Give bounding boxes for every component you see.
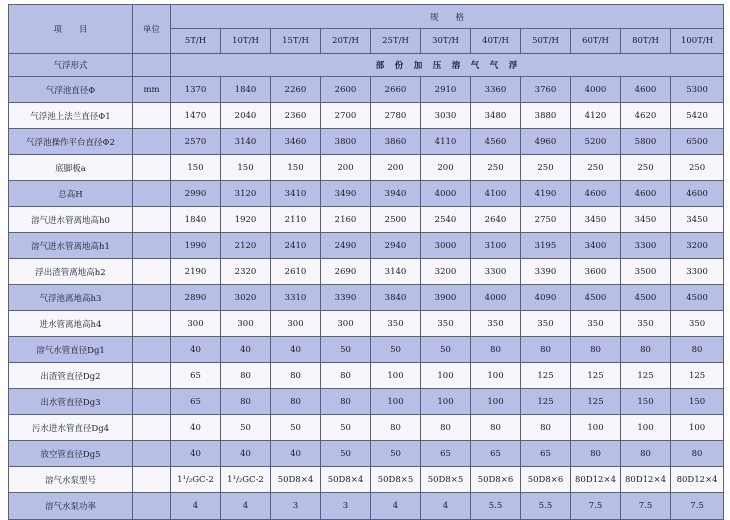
value-cell: 3450: [571, 207, 621, 233]
value-cell: 4600: [571, 181, 621, 207]
flotation-form-value: 部 份 加 压 溶 气 气 浮: [171, 54, 724, 77]
value-cell: 80: [671, 337, 724, 363]
item-header: 项 目: [9, 5, 133, 54]
value-cell: 65: [521, 441, 571, 467]
value-cell: 50: [221, 415, 271, 441]
value-cell: 350: [621, 311, 671, 337]
value-cell: 40: [271, 441, 321, 467]
value-cell: 5420: [671, 103, 724, 129]
value-cell: 125: [571, 363, 621, 389]
row-label: 底脚板a: [9, 155, 133, 181]
row-unit: [133, 363, 171, 389]
row-unit: [133, 259, 171, 285]
value-cell: 65: [171, 363, 221, 389]
value-cell: 3400: [571, 233, 621, 259]
value-cell: 3860: [371, 129, 421, 155]
value-cell: 65: [471, 441, 521, 467]
value-cell: 3020: [221, 285, 271, 311]
value-cell: 3500: [621, 259, 671, 285]
value-cell: 2190: [171, 259, 221, 285]
value-cell: 2660: [371, 77, 421, 103]
row-unit: [133, 155, 171, 181]
value-cell: 4600: [621, 181, 671, 207]
value-cell: 4: [171, 493, 221, 520]
value-cell: 2160: [321, 207, 371, 233]
value-cell: 300: [271, 311, 321, 337]
pump-power-row: [9, 493, 724, 520]
row-label: 溶气进水管离地高h1: [9, 233, 133, 259]
value-cell: 250: [471, 155, 521, 181]
value-cell: 80: [671, 441, 724, 467]
value-cell: 2890: [171, 285, 221, 311]
value-cell: 300: [221, 311, 271, 337]
table-row: [9, 441, 724, 467]
row-label: 气浮池直径Φ: [9, 77, 133, 103]
value-cell: 300: [171, 311, 221, 337]
value-cell: 3460: [271, 129, 321, 155]
value-cell: 80: [271, 389, 321, 415]
value-cell: 3300: [671, 259, 724, 285]
value-cell: 65: [171, 389, 221, 415]
value-cell: 3450: [621, 207, 671, 233]
value-cell: 6500: [671, 129, 724, 155]
value-cell: 3: [271, 493, 321, 520]
unit-header: 单位: [133, 5, 171, 54]
value-cell: 350: [571, 311, 621, 337]
capacity-header: 20T/H: [321, 29, 371, 54]
value-cell: 2500: [371, 207, 421, 233]
value-cell: 150: [171, 155, 221, 181]
value-cell: 5.5: [471, 493, 521, 520]
value-cell: 3450: [671, 207, 724, 233]
row-label: 放空管直径Dg5: [9, 441, 133, 467]
value-cell: 4000: [471, 285, 521, 311]
row-label: 气浮池操作平台直径Φ2: [9, 129, 133, 155]
value-cell: 80: [521, 337, 571, 363]
value-cell: 80: [221, 389, 271, 415]
value-cell: 125: [521, 363, 571, 389]
value-cell: 80: [471, 415, 521, 441]
value-cell: 80: [571, 337, 621, 363]
value-cell: 2320: [221, 259, 271, 285]
value-cell: 50D8×4: [321, 467, 371, 493]
value-cell: 125: [571, 389, 621, 415]
value-cell: 80D12×4: [671, 467, 724, 493]
value-cell: 3195: [521, 233, 571, 259]
value-cell: 350: [671, 311, 724, 337]
capacity-header: 40T/H: [471, 29, 521, 54]
table-row: [9, 181, 724, 207]
row-unit: [133, 389, 171, 415]
value-cell: 3480: [471, 103, 521, 129]
value-cell: 1920: [221, 207, 271, 233]
value-cell: 7.5: [621, 493, 671, 520]
value-cell: 40: [171, 441, 221, 467]
value-cell: 50: [271, 415, 321, 441]
capacity-header: 30T/H: [421, 29, 471, 54]
table-row: [9, 77, 724, 103]
value-cell: 80: [321, 363, 371, 389]
value-cell: 3490: [321, 181, 371, 207]
capacity-header: 25T/H: [371, 29, 421, 54]
value-cell: 300: [321, 311, 371, 337]
value-cell: 1370: [171, 77, 221, 103]
value-cell: 2110: [271, 207, 321, 233]
value-cell: 3900: [421, 285, 471, 311]
value-cell: 4000: [571, 77, 621, 103]
value-cell: 50: [321, 441, 371, 467]
value-cell: 80: [521, 415, 571, 441]
value-cell: 80: [321, 389, 371, 415]
value-cell: 2700: [321, 103, 371, 129]
value-cell: 2260: [271, 77, 321, 103]
table-row: [9, 363, 724, 389]
value-cell: 50D8×5: [371, 467, 421, 493]
value-cell: 2490: [321, 233, 371, 259]
row-label: 进水管离地高h4: [9, 311, 133, 337]
value-cell: 50: [321, 337, 371, 363]
row-label: 溶气水泵型号: [9, 467, 133, 493]
row-unit: [133, 103, 171, 129]
value-cell: 80: [621, 337, 671, 363]
value-cell: 4: [221, 493, 271, 520]
row-label: 溶气水管直径Dg1: [9, 337, 133, 363]
value-cell: 4000: [421, 181, 471, 207]
value-cell: 40: [171, 415, 221, 441]
value-cell: 3390: [521, 259, 571, 285]
value-cell: 3: [321, 493, 371, 520]
value-cell: 100: [371, 389, 421, 415]
capacity-header: 100T/H: [671, 29, 724, 54]
value-cell: 4600: [621, 77, 671, 103]
row-label: 溶气进水管离地高h0: [9, 207, 133, 233]
value-cell: 1990: [171, 233, 221, 259]
value-cell: 100: [421, 363, 471, 389]
value-cell: 4090: [521, 285, 571, 311]
value-cell: 350: [421, 311, 471, 337]
value-cell: 4: [371, 493, 421, 520]
row-unit: [133, 285, 171, 311]
value-cell: 250: [521, 155, 571, 181]
row-unit: [133, 129, 171, 155]
value-cell: 4960: [521, 129, 571, 155]
row-label: 浮出渣管离地高h2: [9, 259, 133, 285]
capacity-header: 10T/H: [221, 29, 271, 54]
row-unit: [133, 233, 171, 259]
value-cell: 2540: [421, 207, 471, 233]
row-unit: [133, 207, 171, 233]
table-row: [9, 415, 724, 441]
value-cell: 2570: [171, 129, 221, 155]
value-cell: 125: [521, 389, 571, 415]
value-cell: 350: [471, 311, 521, 337]
value-cell: 7.5: [571, 493, 621, 520]
value-cell: 4500: [621, 285, 671, 311]
capacity-header: 5T/H: [171, 29, 221, 54]
capacity-header: 50T/H: [521, 29, 571, 54]
value-cell: 1840: [171, 207, 221, 233]
table-row: [9, 155, 724, 181]
value-cell: 50D8×6: [521, 467, 571, 493]
value-cell: 2410: [271, 233, 321, 259]
value-cell: 4110: [421, 129, 471, 155]
value-cell: 3600: [571, 259, 621, 285]
value-cell: 3390: [321, 285, 371, 311]
value-cell: 3120: [221, 181, 271, 207]
table-row: [9, 259, 724, 285]
header-row: [9, 5, 724, 29]
value-cell: 2360: [271, 103, 321, 129]
value-cell: 1¹/₂GC-2: [171, 467, 221, 493]
value-cell: 50D8×4: [271, 467, 321, 493]
value-cell: 2600: [321, 77, 371, 103]
value-cell: 4600: [671, 181, 724, 207]
value-cell: 3760: [521, 77, 571, 103]
value-cell: 40: [271, 337, 321, 363]
flotation-form-label: 气浮形式: [9, 54, 133, 77]
value-cell: 1470: [171, 103, 221, 129]
value-cell: 80D12×4: [571, 467, 621, 493]
capacity-header: 80T/H: [621, 29, 671, 54]
value-cell: 2040: [221, 103, 271, 129]
value-cell: 65: [421, 441, 471, 467]
value-cell: 50: [371, 337, 421, 363]
value-cell: 200: [321, 155, 371, 181]
value-cell: 3840: [371, 285, 421, 311]
value-cell: 50: [371, 441, 421, 467]
row-label: 出渣管直径Dg2: [9, 363, 133, 389]
value-cell: 3800: [321, 129, 371, 155]
value-cell: 2780: [371, 103, 421, 129]
value-cell: 100: [621, 415, 671, 441]
value-cell: 3310: [271, 285, 321, 311]
value-cell: 50D8×5: [421, 467, 471, 493]
value-cell: 3140: [371, 259, 421, 285]
table-row: [9, 389, 724, 415]
value-cell: 3000: [421, 233, 471, 259]
value-cell: 3360: [471, 77, 521, 103]
value-cell: 200: [371, 155, 421, 181]
value-cell: 100: [421, 389, 471, 415]
value-cell: 1840: [221, 77, 271, 103]
value-cell: 2940: [371, 233, 421, 259]
capacity-header: 60T/H: [571, 29, 621, 54]
value-cell: 100: [471, 389, 521, 415]
value-cell: 200: [421, 155, 471, 181]
value-cell: 4500: [571, 285, 621, 311]
value-cell: 5200: [571, 129, 621, 155]
row-label: 污水进水管直径Dg4: [9, 415, 133, 441]
value-cell: 350: [521, 311, 571, 337]
value-cell: 250: [621, 155, 671, 181]
value-cell: 150: [621, 389, 671, 415]
value-cell: 2640: [471, 207, 521, 233]
value-cell: 125: [671, 363, 724, 389]
value-cell: 150: [221, 155, 271, 181]
value-cell: 3030: [421, 103, 471, 129]
value-cell: 50: [321, 415, 371, 441]
spec-table: [8, 4, 724, 520]
value-cell: 2120: [221, 233, 271, 259]
value-cell: 80: [571, 441, 621, 467]
value-cell: 50D8×6: [471, 467, 521, 493]
table-row: [9, 311, 724, 337]
row-unit: [133, 181, 171, 207]
value-cell: 7.5: [671, 493, 724, 520]
row-label: 总高H: [9, 181, 133, 207]
value-cell: 2750: [521, 207, 571, 233]
value-cell: 5300: [671, 77, 724, 103]
row-label: 气浮池上法兰直径Φ1: [9, 103, 133, 129]
value-cell: 3410: [271, 181, 321, 207]
table-row: [9, 103, 724, 129]
row-unit: [133, 441, 171, 467]
value-cell: 3300: [621, 233, 671, 259]
value-cell: 125: [621, 363, 671, 389]
value-cell: 4560: [471, 129, 521, 155]
value-cell: 40: [221, 337, 271, 363]
table-row: [9, 129, 724, 155]
value-cell: 4120: [571, 103, 621, 129]
value-cell: 4620: [621, 103, 671, 129]
value-cell: 80: [471, 337, 521, 363]
value-cell: 80: [271, 363, 321, 389]
row-unit: [133, 493, 171, 520]
table-row: [9, 285, 724, 311]
value-cell: 3200: [671, 233, 724, 259]
value-cell: 80: [421, 415, 471, 441]
value-cell: 5.5: [521, 493, 571, 520]
value-cell: 5800: [621, 129, 671, 155]
value-cell: 50: [421, 337, 471, 363]
value-cell: 3880: [521, 103, 571, 129]
value-cell: 4500: [671, 285, 724, 311]
value-cell: 40: [221, 441, 271, 467]
row-unit: [133, 311, 171, 337]
value-cell: 100: [571, 415, 621, 441]
value-cell: 4: [421, 493, 471, 520]
value-cell: 4100: [471, 181, 521, 207]
value-cell: 2910: [421, 77, 471, 103]
value-cell: 40: [171, 337, 221, 363]
value-cell: 100: [671, 415, 724, 441]
value-cell: 350: [371, 311, 421, 337]
table-row: [9, 233, 724, 259]
row-label: 出水管直径Dg3: [9, 389, 133, 415]
table-row: [9, 207, 724, 233]
value-cell: 80: [221, 363, 271, 389]
pump-model-row: [9, 467, 724, 493]
value-cell: 1¹/₂GC-2: [221, 467, 271, 493]
value-cell: 2990: [171, 181, 221, 207]
value-cell: 80: [371, 415, 421, 441]
value-cell: 150: [671, 389, 724, 415]
row-unit: [133, 337, 171, 363]
table-row: [9, 337, 724, 363]
value-cell: 150: [271, 155, 321, 181]
value-cell: 2690: [321, 259, 371, 285]
value-cell: 3200: [421, 259, 471, 285]
value-cell: 250: [671, 155, 724, 181]
flotation-form-unit: [133, 54, 171, 77]
value-cell: 3100: [471, 233, 521, 259]
value-cell: 4190: [521, 181, 571, 207]
row-unit: mm: [133, 77, 171, 103]
value-cell: 100: [371, 363, 421, 389]
value-cell: 3940: [371, 181, 421, 207]
value-cell: 3300: [471, 259, 521, 285]
spec-header: 规 格: [171, 5, 724, 29]
row-unit: [133, 467, 171, 493]
value-cell: 80: [621, 441, 671, 467]
value-cell: 2610: [271, 259, 321, 285]
capacity-header: 15T/H: [271, 29, 321, 54]
value-cell: 3140: [221, 129, 271, 155]
value-cell: 80D12×4: [621, 467, 671, 493]
row-label: 溶气水泵功率: [9, 493, 133, 520]
value-cell: 100: [471, 363, 521, 389]
row-label: 气浮池离地高h3: [9, 285, 133, 311]
row-unit: [133, 415, 171, 441]
flotation-form-row: [9, 54, 724, 77]
value-cell: 250: [571, 155, 621, 181]
